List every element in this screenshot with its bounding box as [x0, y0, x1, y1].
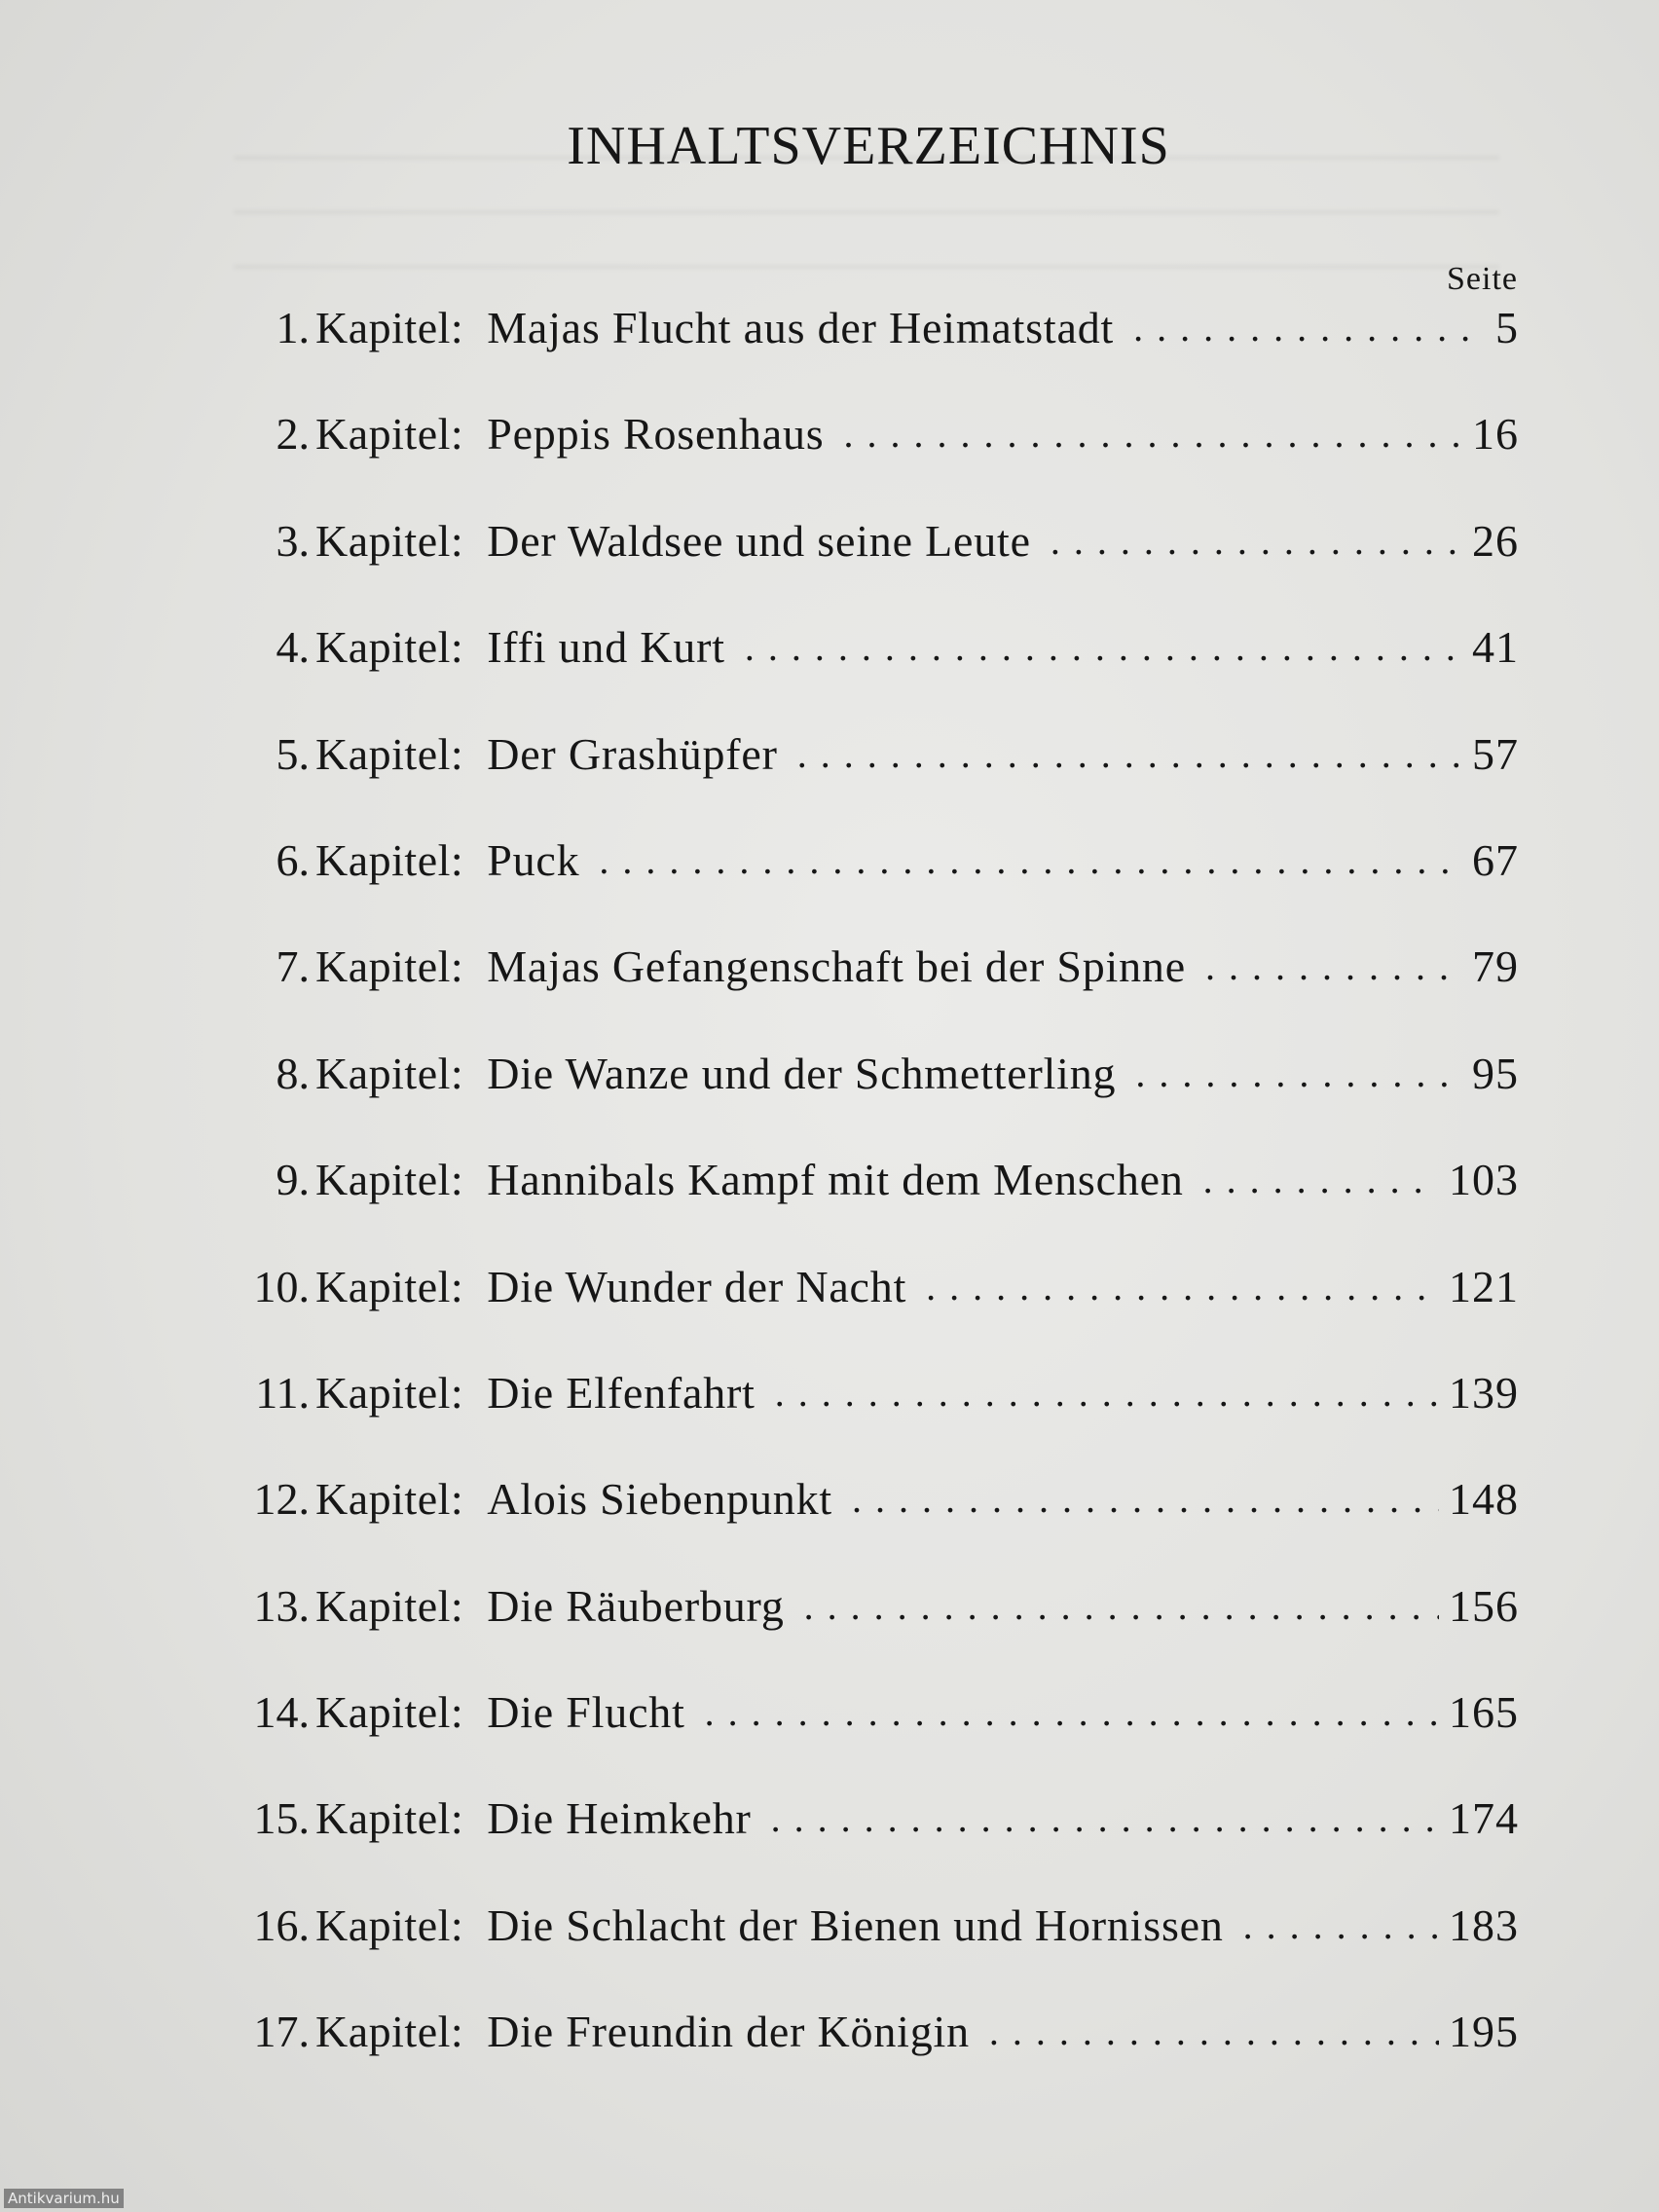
chapter-number: 6. — [276, 834, 310, 885]
toc-entry — [234, 2006, 1519, 2112]
chapter-label: Kapitel: — [315, 834, 464, 885]
dot-leader — [599, 837, 1462, 883]
page-number: 41 — [1472, 622, 1519, 673]
chapter-title: Die Wunder der Nacht — [487, 1261, 907, 1311]
page-number: 174 — [1449, 1793, 1519, 1844]
dot-leader — [1205, 943, 1462, 989]
dot-leader — [1243, 1902, 1439, 1948]
page-number: 103 — [1449, 1155, 1519, 1205]
toc-entry — [234, 1367, 1519, 1473]
toc-entry — [234, 1048, 1519, 1154]
chapter-label: Kapitel: — [315, 1899, 464, 1950]
page-number: 139 — [1449, 1367, 1519, 1418]
dot-leader — [989, 2009, 1439, 2054]
chapter-number: 8. — [276, 1048, 310, 1098]
chapter-title: Der Grashüpfer — [487, 728, 778, 779]
chapter-label: Kapitel: — [315, 941, 464, 992]
page-number: 16 — [1472, 409, 1519, 460]
dot-leader — [844, 411, 1463, 457]
dot-leader — [1133, 305, 1470, 350]
chapter-title: Die Freundin der Königin — [487, 2007, 970, 2057]
dot-leader — [771, 1795, 1439, 1841]
dot-leader — [1051, 518, 1462, 564]
chapter-label: Kapitel: — [315, 728, 464, 779]
toc-entry — [234, 1154, 1519, 1260]
chapter-title: Die Räuberburg — [487, 1580, 785, 1631]
chapter-number: 17. — [253, 2007, 310, 2057]
toc-entry — [234, 1261, 1519, 1367]
chapter-title: Iffi und Kurt — [487, 622, 725, 673]
page-number: 156 — [1449, 1580, 1519, 1631]
toc-entry — [234, 515, 1519, 621]
chapter-title: Majas Gefangenschaft bei der Spinne — [487, 941, 1186, 992]
page-number: 67 — [1472, 834, 1519, 885]
chapter-number: 9. — [276, 1155, 310, 1205]
chapter-number: 10. — [253, 1261, 310, 1311]
dot-leader — [705, 1689, 1439, 1735]
page-title: INHALTSVERZEICHNIS — [567, 116, 1170, 176]
chapter-number: 4. — [276, 622, 310, 673]
chapter-label: Kapitel: — [315, 1687, 464, 1738]
chapter-label: Kapitel: — [315, 1474, 464, 1525]
dot-leader — [852, 1476, 1439, 1522]
toc-entry — [234, 621, 1519, 727]
chapter-number: 2. — [276, 409, 310, 460]
chapter-label: Kapitel: — [315, 622, 464, 673]
dot-leader — [775, 1370, 1439, 1416]
toc-entry — [234, 1899, 1519, 2006]
chapter-number: 15. — [253, 1793, 310, 1844]
page-number: 79 — [1472, 941, 1519, 992]
chapter-title: Die Elfenfahrt — [487, 1367, 756, 1418]
dot-leader — [1203, 1157, 1439, 1202]
chapter-title: Die Flucht — [487, 1687, 685, 1738]
toc-entry — [234, 302, 1519, 408]
chapter-title: Majas Flucht aus der Heimatstadt — [487, 303, 1115, 352]
page-number: 121 — [1449, 1261, 1519, 1311]
chapter-label: Kapitel: — [315, 1793, 464, 1844]
chapter-title: Peppis Rosenhaus — [487, 409, 825, 460]
dot-leader — [797, 731, 1462, 777]
page-number: 183 — [1449, 1899, 1519, 1950]
toc-entry — [234, 1686, 1519, 1792]
toc-entry — [234, 1473, 1519, 1579]
dot-leader — [804, 1583, 1439, 1629]
toc-entry — [234, 1792, 1519, 1899]
dot-leader — [745, 624, 1462, 670]
chapter-title: Die Wanze und der Schmetterling — [487, 1048, 1117, 1098]
chapter-title: Die Schlacht der Bienen und Hornissen — [487, 1899, 1224, 1950]
chapter-number: 16. — [253, 1899, 310, 1950]
chapter-label: Kapitel: — [315, 1261, 464, 1311]
table-of-contents — [234, 302, 1519, 2113]
chapter-number: 14. — [253, 1687, 310, 1738]
chapter-number: 13. — [253, 1580, 310, 1631]
chapter-label: Kapitel: — [315, 2007, 464, 2057]
chapter-title: Die Heimkehr — [487, 1793, 752, 1844]
chapter-title: Der Waldsee und seine Leute — [487, 515, 1031, 566]
toc-entry — [234, 1580, 1519, 1686]
chapter-title: Hannibals Kampf mit dem Menschen — [487, 1155, 1184, 1205]
toc-entry — [234, 940, 1519, 1047]
watermark: Antikvarium.hu — [4, 2189, 124, 2208]
chapter-title: Alois Siebenpunkt — [487, 1474, 832, 1525]
chapter-number: 3. — [276, 515, 310, 566]
chapter-label: Kapitel: — [315, 515, 464, 566]
chapter-title: Puck — [487, 834, 580, 885]
dot-leader — [1135, 1051, 1462, 1096]
chapter-label: Kapitel: — [315, 409, 464, 460]
chapter-label: Kapitel: — [315, 1155, 464, 1205]
page-column-header: Seite — [1447, 261, 1518, 297]
page-number: 165 — [1449, 1687, 1519, 1738]
chapter-number: 12. — [253, 1474, 310, 1525]
chapter-number: 1. — [276, 303, 310, 352]
page-number: 195 — [1449, 2007, 1519, 2057]
page-number: 26 — [1472, 515, 1519, 566]
page-number: 57 — [1472, 728, 1519, 779]
page-number: 5 — [1495, 303, 1519, 352]
chapter-number: 5. — [276, 728, 310, 779]
dot-leader — [926, 1264, 1439, 1309]
chapter-label: Kapitel: — [315, 303, 464, 352]
toc-entry — [234, 408, 1519, 514]
page-number: 95 — [1472, 1048, 1519, 1098]
chapter-number: 11. — [255, 1367, 310, 1418]
page-number: 148 — [1449, 1474, 1519, 1525]
toc-entry — [234, 834, 1519, 940]
chapter-label: Kapitel: — [315, 1580, 464, 1631]
chapter-label: Kapitel: — [315, 1367, 464, 1418]
toc-entry — [234, 728, 1519, 834]
chapter-label: Kapitel: — [315, 1048, 464, 1098]
chapter-number: 7. — [276, 941, 310, 992]
